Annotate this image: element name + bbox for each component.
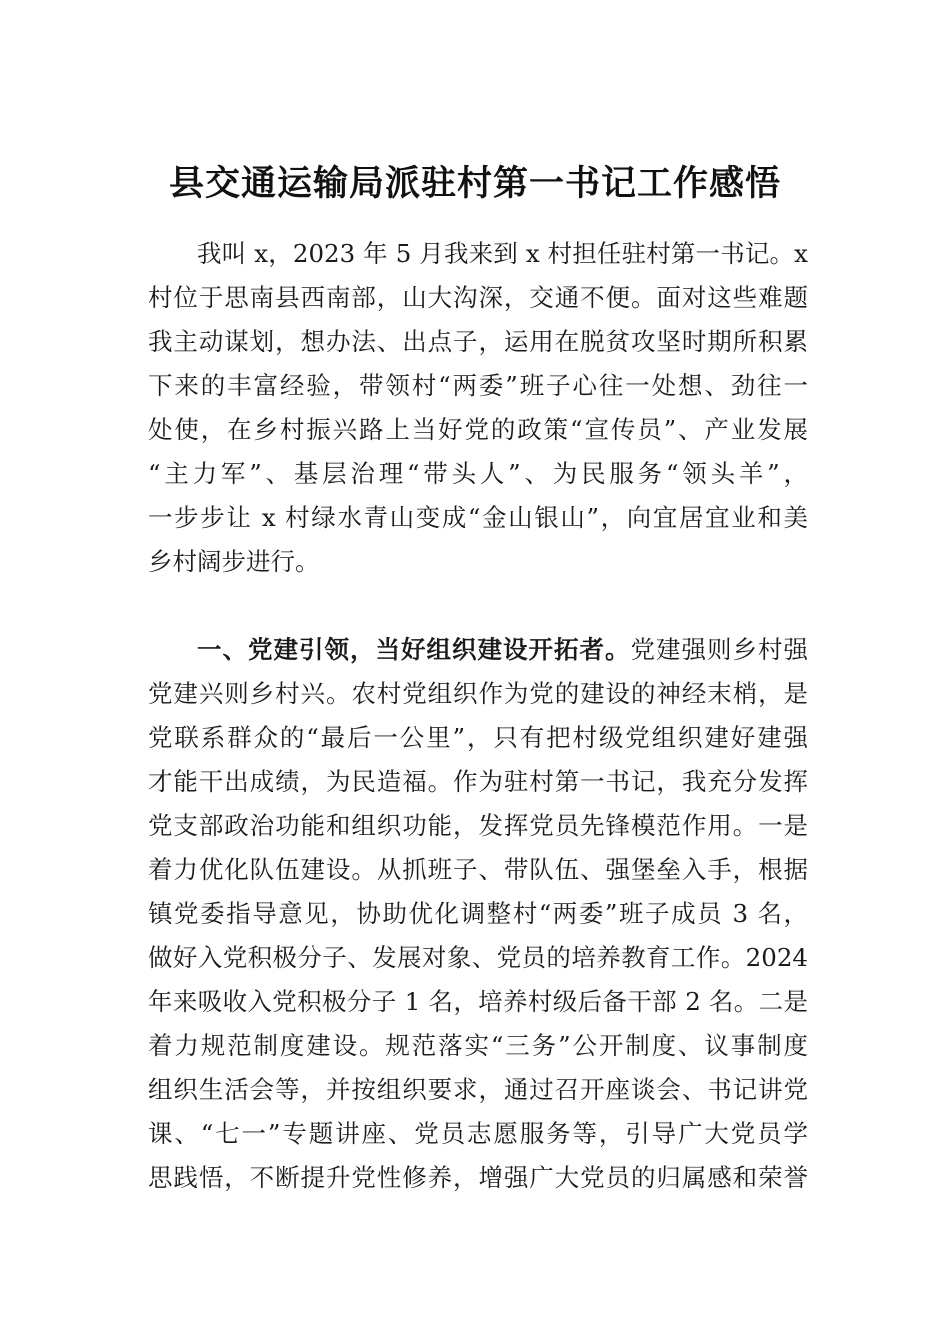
document-title: 县交通运输局派驻村第一书记工作感悟 — [168, 163, 781, 204]
section-heading: 一、党建引领，当好组织建设开拓者。 — [197, 635, 631, 664]
paragraph-line: “主力军”、基层治理“带头人”、为民服务“领头羊”， — [148, 459, 808, 488]
paragraph-line: 做好入党积极分子、发展对象、党员的培养教育工作。2024 — [148, 943, 808, 972]
paragraph-line: 我主动谋划，想办法、出点子，运用在脱贫攻坚时期所积累 — [148, 327, 808, 356]
paragraph-line: 村位于思南县西南部，山大沟深，交通不便。面对这些难题 — [148, 283, 808, 312]
paragraph-line: 党建兴则乡村兴。农村党组织作为党的建设的神经末梢，是 — [148, 679, 808, 708]
paragraph-line: 党联系群众的“最后一公里”，只有把村级党组织建好建强 — [148, 723, 808, 752]
paragraph-line: 才能干出成绩，为民造福。作为驻村第一书记，我充分发挥 — [148, 767, 808, 796]
paragraph-first-line — [148, 628, 808, 672]
paragraph-line: 乡村阔步进行。 — [148, 547, 320, 576]
paragraph-line: 下来的丰富经验，带领村“两委”班子心往一处想、劲往一 — [148, 371, 808, 400]
paragraph-line: 镇党委指导意见，协助优化调整村“两委”班子成员 3 名， — [148, 899, 808, 928]
paragraph-line: 处使，在乡村振兴路上当好党的政策“宣传员”、产业发展 — [148, 415, 808, 444]
paragraph-party-building — [148, 628, 808, 1200]
paragraph-line: 我叫 x，2023 年 5 月我来到 x 村担任驻村第一书记。x — [197, 239, 808, 268]
paragraph-line: 年来吸收入党积极分子 1 名，培养村级后备干部 2 名。二是 — [148, 987, 808, 1016]
paragraph-line: 着力规范制度建设。规范落实“三务”公开制度、议事制度 — [148, 1031, 808, 1060]
paragraph-line: 一步步让 x 村绿水青山变成“金山银山”，向宜居宜业和美 — [148, 503, 808, 532]
paragraph-line-rest: 党建强则乡村强 — [630, 635, 808, 664]
paragraph-line: 课、“七一”专题讲座、党员志愿服务等，引导广大党员学 — [148, 1119, 808, 1148]
paragraph-intro — [148, 232, 808, 584]
paragraph-line: 着力优化队伍建设。从抓班子、带队伍、强堡垒入手，根据 — [148, 855, 808, 884]
paragraph-line: 党支部政治功能和组织功能，发挥党员先锋模范作用。一是 — [148, 811, 808, 840]
paragraph-line: 组织生活会等，并按组织要求，通过召开座谈会、书记讲党 — [148, 1075, 808, 1104]
paragraph-line: 思践悟，不断提升党性修养，增强广大党员的归属感和荣誉 — [148, 1163, 808, 1192]
